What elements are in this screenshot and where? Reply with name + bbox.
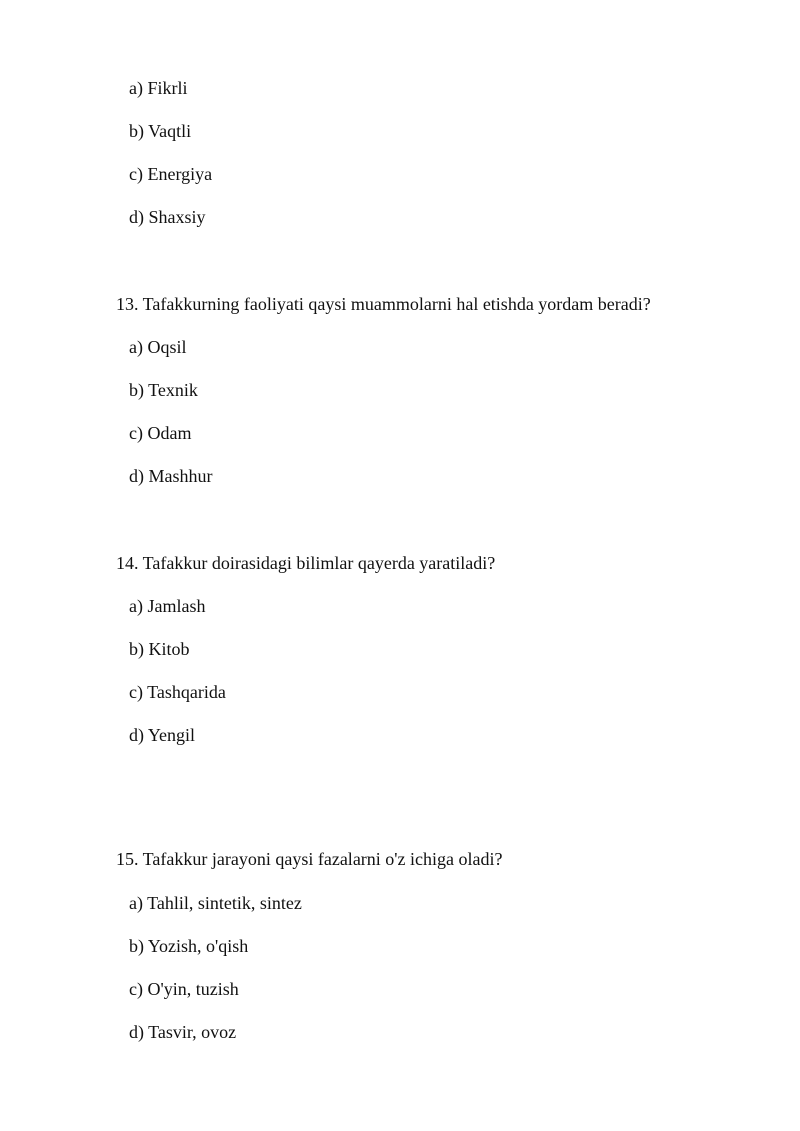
question-13-option-a: a) Oqsil (129, 337, 187, 357)
option-c-prev: c) Energiya (129, 164, 213, 184)
question-13-option-c: c) Odam (129, 423, 192, 443)
option-b-prev: b) Vaqtli (129, 121, 192, 141)
question-14-option-a: a) Jamlash (129, 596, 206, 616)
question-13-option-b: b) Texnik (129, 380, 198, 400)
option-d-prev: d) Shaxsiy (129, 207, 206, 227)
question-13: 13. Tafakkurning faoliyati qaysi muammolarni hal etishda yordam beradi? (116, 294, 651, 314)
question-15: 15. Tafakkur jarayoni qaysi fazalarni o'z ichiga oladi? (116, 849, 503, 869)
question-15-option-a: a) Tahlil, sintetik, sintez (129, 893, 302, 913)
question-15-option-c: c) O'yin, tuzish (129, 979, 239, 999)
question-15-option-d: d) Tasvir, ovoz (129, 1022, 237, 1042)
question-14-option-c: c) Tashqarida (129, 682, 226, 702)
question-13-option-d: d) Mashhur (129, 466, 213, 486)
question-14-option-d: d) Yengil (129, 725, 196, 745)
question-14-option-b: b) Kitob (129, 639, 190, 659)
option-a-prev: a) Fikrli (129, 78, 188, 98)
question-15-option-b: b) Yozish, o'qish (129, 936, 249, 956)
question-14: 14. Tafakkur doirasidagi bilimlar qayerda yaratiladi? (116, 553, 496, 573)
